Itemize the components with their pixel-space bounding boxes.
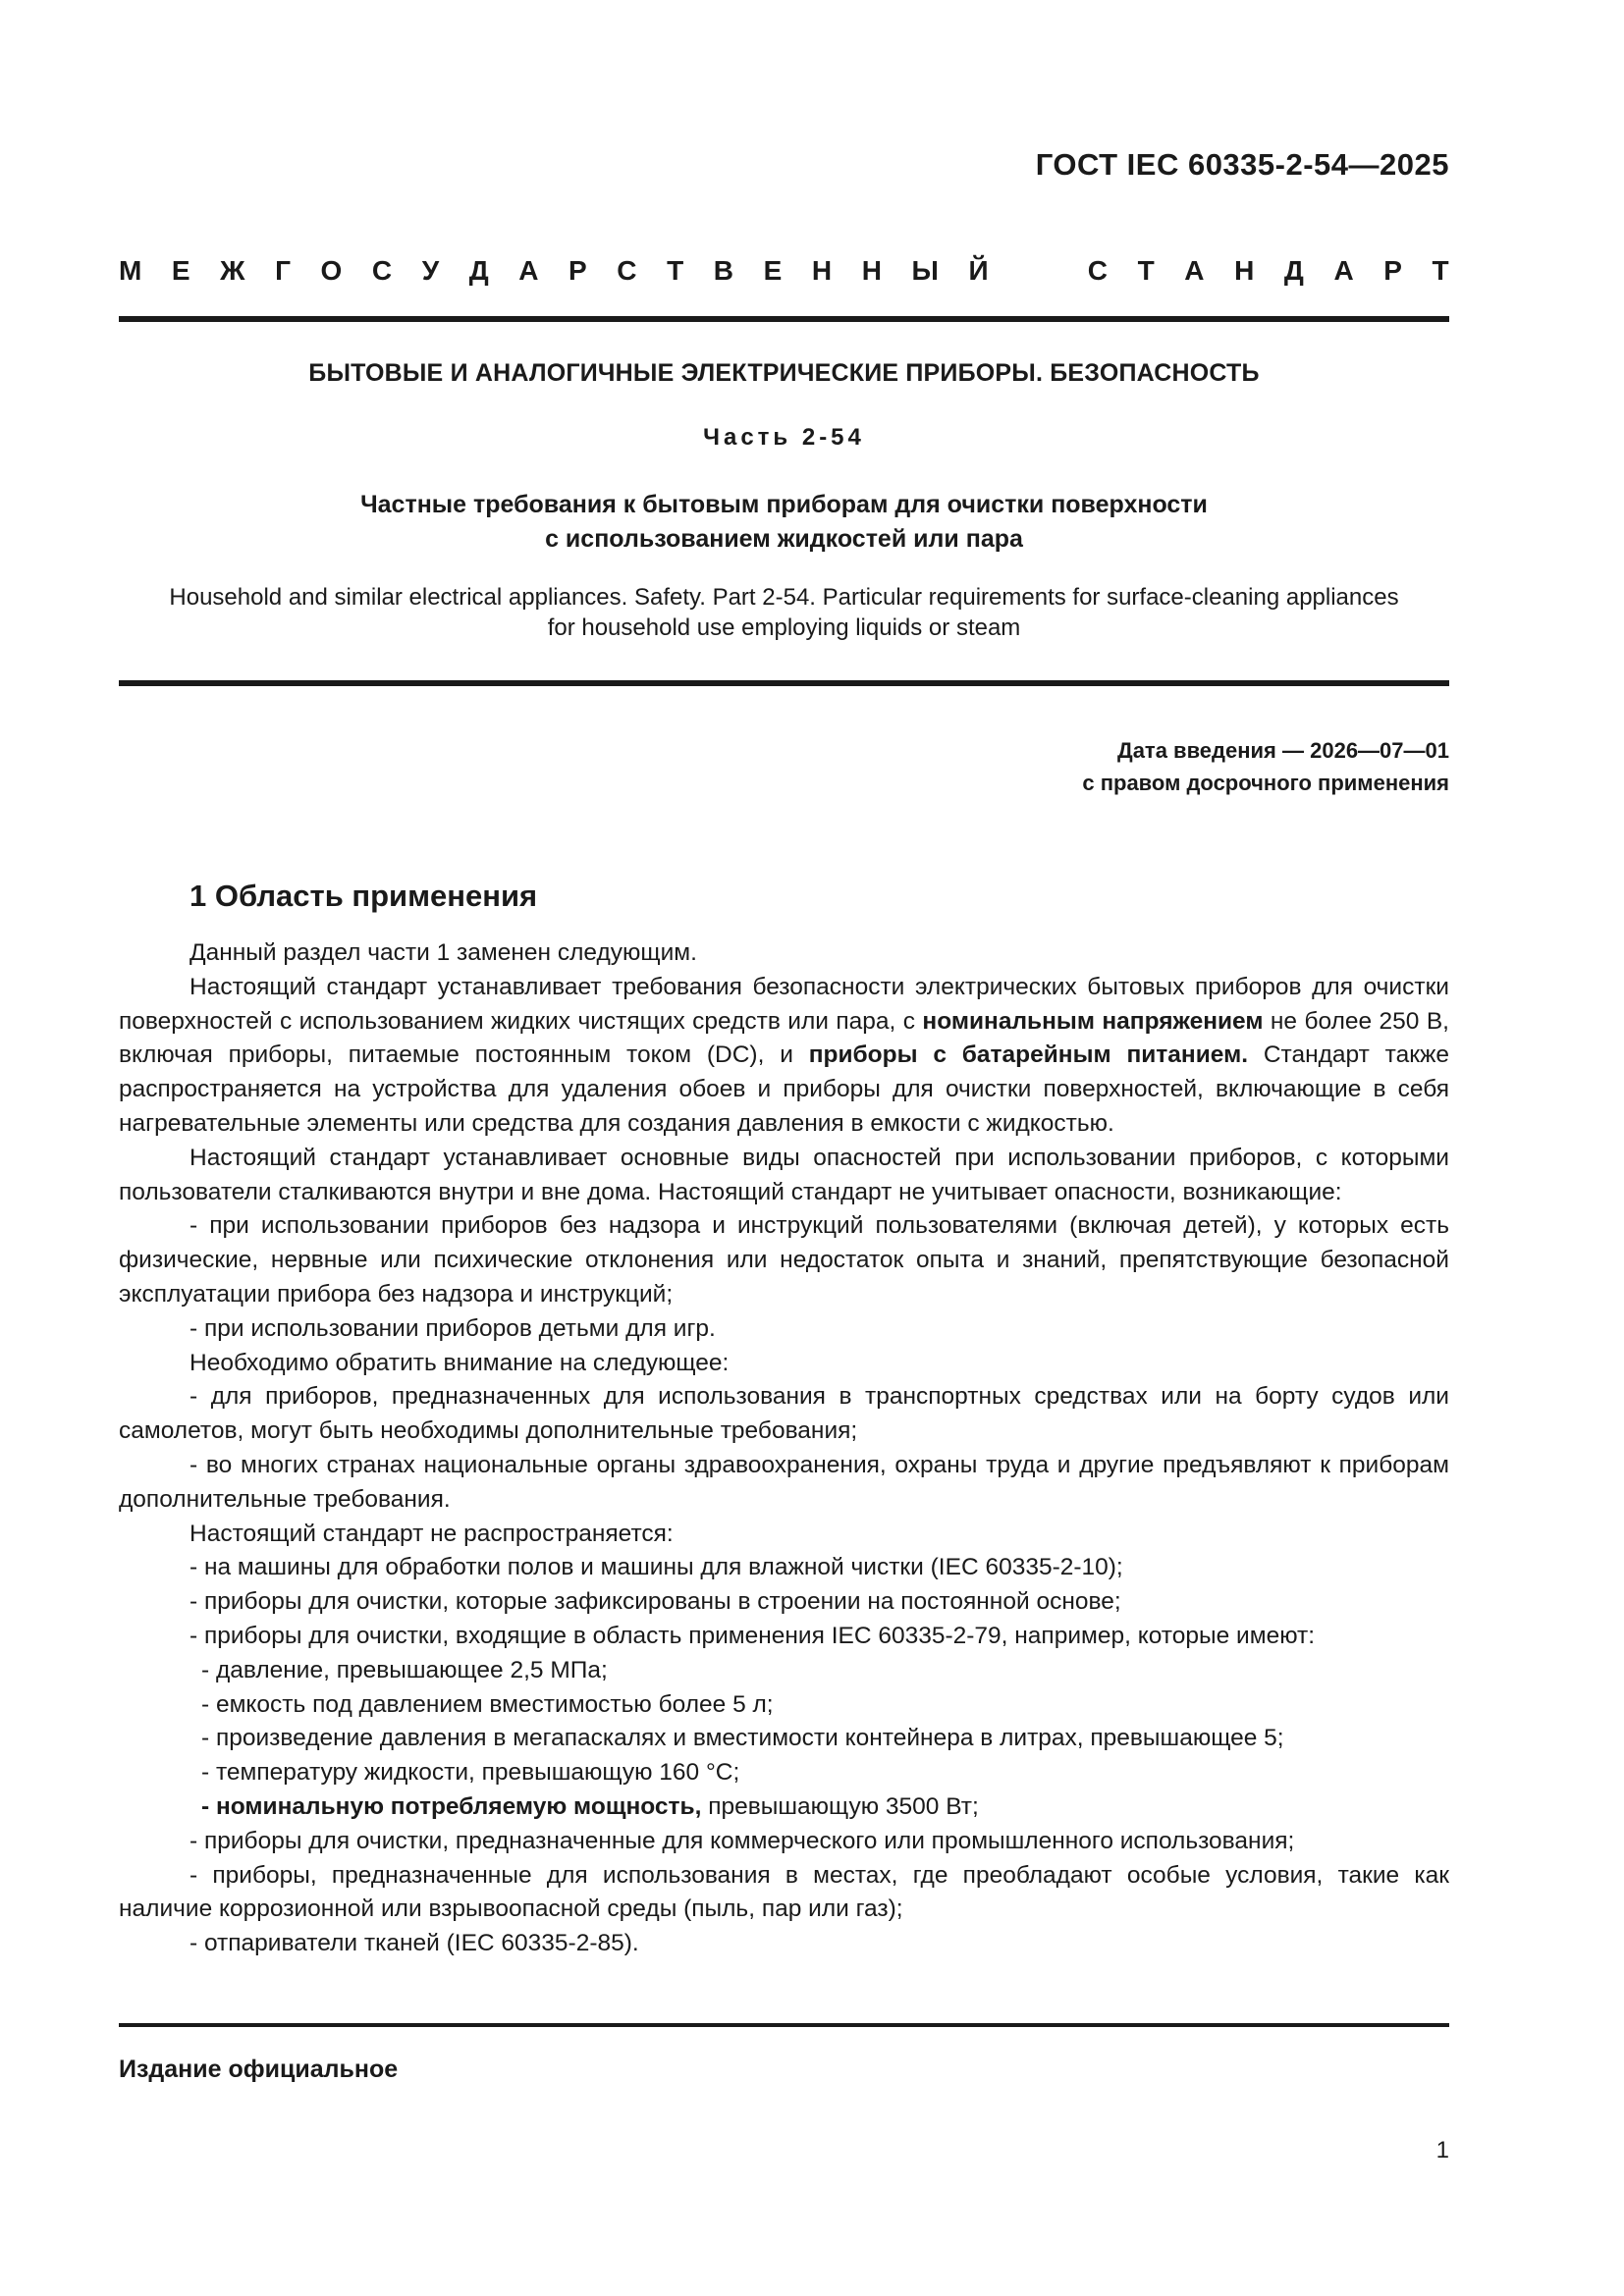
english-title: Household and similar electrical appliances. Safety. Part 2-54. Particular requirements for surface-cleaning appliances for household use employing liquids or steam xyxy=(169,584,1399,641)
introduction-date: Дата введения — 2026—07—01 с правом досрочного применения xyxy=(1082,738,1449,795)
list-item: - на машины для обработки полов и машины для влажной чистки (IEC 60335-2-10); xyxy=(189,1554,1123,1581)
paragraph: Настоящий стандарт устанавливает основные виды опасностей при использовании приборов, с которыми пользователи сталкиваются внутри и вне дома. Настоящий стандарт не учитывает опасности, возникающие: xyxy=(119,1144,1449,1205)
top-divider xyxy=(119,316,1449,322)
page-number: 1 xyxy=(1435,2137,1449,2163)
title-divider xyxy=(119,680,1449,686)
official-edition-label: Издание официальное xyxy=(119,2056,399,2083)
list-item: - приборы для очистки, которые зафиксированы в строении на постоянной основе; xyxy=(189,1588,1121,1616)
paragraph: Данный раздел части 1 заменен следующим. xyxy=(189,939,697,966)
sub-list-item: - емкость под давлением вместимостью более 5 л; xyxy=(201,1690,774,1718)
document-subtitle: Частные требования к бытовым приборам для очистки поверхности с использованием жидкостей или пара xyxy=(360,491,1208,553)
section-body xyxy=(119,936,1449,1961)
sub-list-item: - температуру жидкости, превышающую 160 °С; xyxy=(201,1759,740,1787)
list-item: - приборы для очистки, предназначенные для коммерческого или промышленного использования; xyxy=(189,1827,1295,1854)
section-heading: 1 Область применения xyxy=(189,879,538,913)
part-number: Часть 2-54 xyxy=(703,424,865,451)
sub-list-item: - номинальную потребляемую мощность, превышающую 3500 Вт; xyxy=(201,1792,979,1820)
footer-divider xyxy=(119,2023,1449,2027)
paragraph: Необходимо обратить внимание на следующее: xyxy=(189,1349,730,1376)
standard-type-heading: М Е Ж Г О С У Д А Р С Т В Е Н Н Ы Й С Т А Н Д А Р Т xyxy=(119,255,1449,286)
list-item: - приборы, предназначенные для использования в местах, где преобладают особые условия, такие как наличие коррозионной или взрывоопасной среды (пыль, пар или газ); xyxy=(119,1861,1449,1923)
paragraph: Настоящий стандарт не распространяется: xyxy=(189,1520,674,1547)
list-item: - для приборов, предназначенных для использования в транспортных средствах или на борту судов или самолетов, могут быть необходимы дополнительные требования; xyxy=(119,1383,1449,1445)
paragraph: Настоящий стандарт устанавливает требования безопасности электрических бытовых приборов для очистки поверхностей с использованием жидких чистящих средств или пара, с номинальным напряжением не более 250 В, включая приборы, питаемые постоянным током (DC), и приборы с батарейным питанием. Стандарт также распространяется на устройства для удаления обоев и приборы для очистки поверхностей, включающие в себя нагревательные элементы или средства для создания давления в емкости с жидкостью. xyxy=(119,973,1449,1137)
sub-list-item: - давление, превышающее 2,5 МПа; xyxy=(201,1656,608,1683)
list-item: - приборы для очистки, входящие в область применения IEC 60335-2-79, например, которые имеют: xyxy=(189,1622,1316,1649)
list-item: - отпариватели тканей (IEC 60335-2-85). xyxy=(189,1930,639,1957)
document-title: БЫТОВЫЕ И АНАЛОГИЧНЫЕ ЭЛЕКТРИЧЕСКИЕ ПРИБОРЫ. БЕЗОПАСНОСТЬ xyxy=(308,359,1260,387)
list-item: - при использовании приборов без надзора и инструкций пользователями (включая детей), у которых есть физические, нервные или психические отклонения или недостаток опыта и знаний, препятствующие безопасной эксплуатации прибора без надзора и инструкций; xyxy=(119,1212,1449,1308)
list-item: - при использовании приборов детьми для игр. xyxy=(189,1314,716,1342)
standard-number: ГОСТ IEC 60335-2-54—2025 xyxy=(1035,147,1449,182)
list-item: - во многих странах национальные органы здравоохранения, охраны труда и другие предъявляют к приборам дополнительные требования. xyxy=(119,1451,1449,1513)
sub-list-item: - произведение давления в мегапаскалях и вместимости контейнера в литрах, превышающее 5; xyxy=(201,1725,1284,1752)
